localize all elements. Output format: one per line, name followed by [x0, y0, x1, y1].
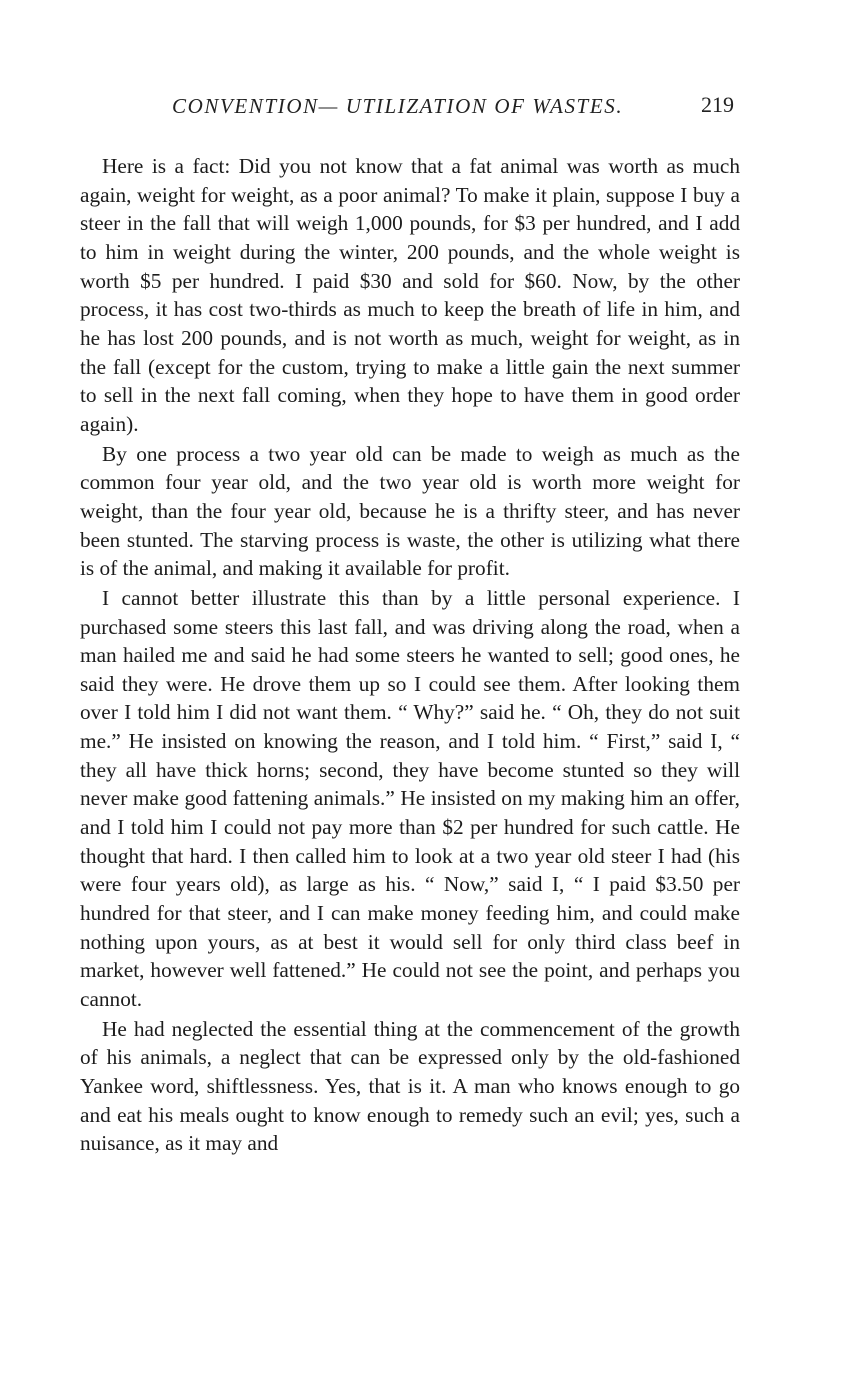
paragraph: Here is a fact: Did you not know that a fat animal was worth as much again, weight for weight, as a poor animal? To make it plain, suppose I buy a steer in the fall that will weigh 1,000 pounds, for $3 per hundred, and I add to him in weight during the winter, 200 pounds, and the whole weight is worth $5 per hundred. I paid $30 and sold for $60. Now, by the other process, it has cost two-thirds as much to keep the breath of life in him, and he has lost 200 pounds, and is not worth as much, weight for weight, as in the fall (except for the custom, trying to make a little gain the next summer to sell in the next fall coming, when they hope to have them in good order again).: [80, 154, 740, 436]
body-text: [80, 152, 740, 1159]
paragraph: I cannot better illustrate this than by a little personal experience. I purchased some steers this last fall, and was driving along the road, when a man hailed me and said he had some steers he wanted to sell; good ones, he said they were. He drove them up so I could see them. After looking them over I told him I did not want them. “ Why?” said he. “ Oh, they do not suit me.” He insisted on knowing the reason, and I told him. “ First,” said I, “ they all have thick horns; second, they have become stunted so they will never make good fattening animals.” He insisted on my making him an offer, and I told him I could not pay more than $2 per hundred for such cattle. He thought that hard. I then called him to look at a two year old steer I had (his were four years old), as large as his. “ Now,” said I, “ I paid $3.50 per hundred for that steer, and I can make money feeding him, and could make nothing upon yours, as at best it would sell for only third class beef in market, however well fattened.” He could not see the point, and perhaps you cannot.: [80, 585, 740, 1012]
page-number: 219: [701, 92, 734, 117]
paragraph: He had neglected the essential thing at the commencement of the growth of his animals, a neglect that can be expressed only by the old-fashioned Yankee word, shiftlessness. Yes, that is it. A man who knows enough to go and eat his meals ought to know enough to remedy such an evil; yes, such a nuisance, as it may and: [80, 1016, 740, 1156]
running-head: [80, 88, 742, 128]
running-head-title: CONVENTION— UTILIZATION OF WASTES.: [172, 94, 624, 118]
paragraph: By one process a two year old can be made to weigh as much as the common four year old, and the two year old is worth more weight for weight, than the four year old, because he is a thrifty steer, and has never been stunted. The starving process is waste, the other is utilizing what there is of the animal, and making it available for profit.: [80, 441, 740, 581]
